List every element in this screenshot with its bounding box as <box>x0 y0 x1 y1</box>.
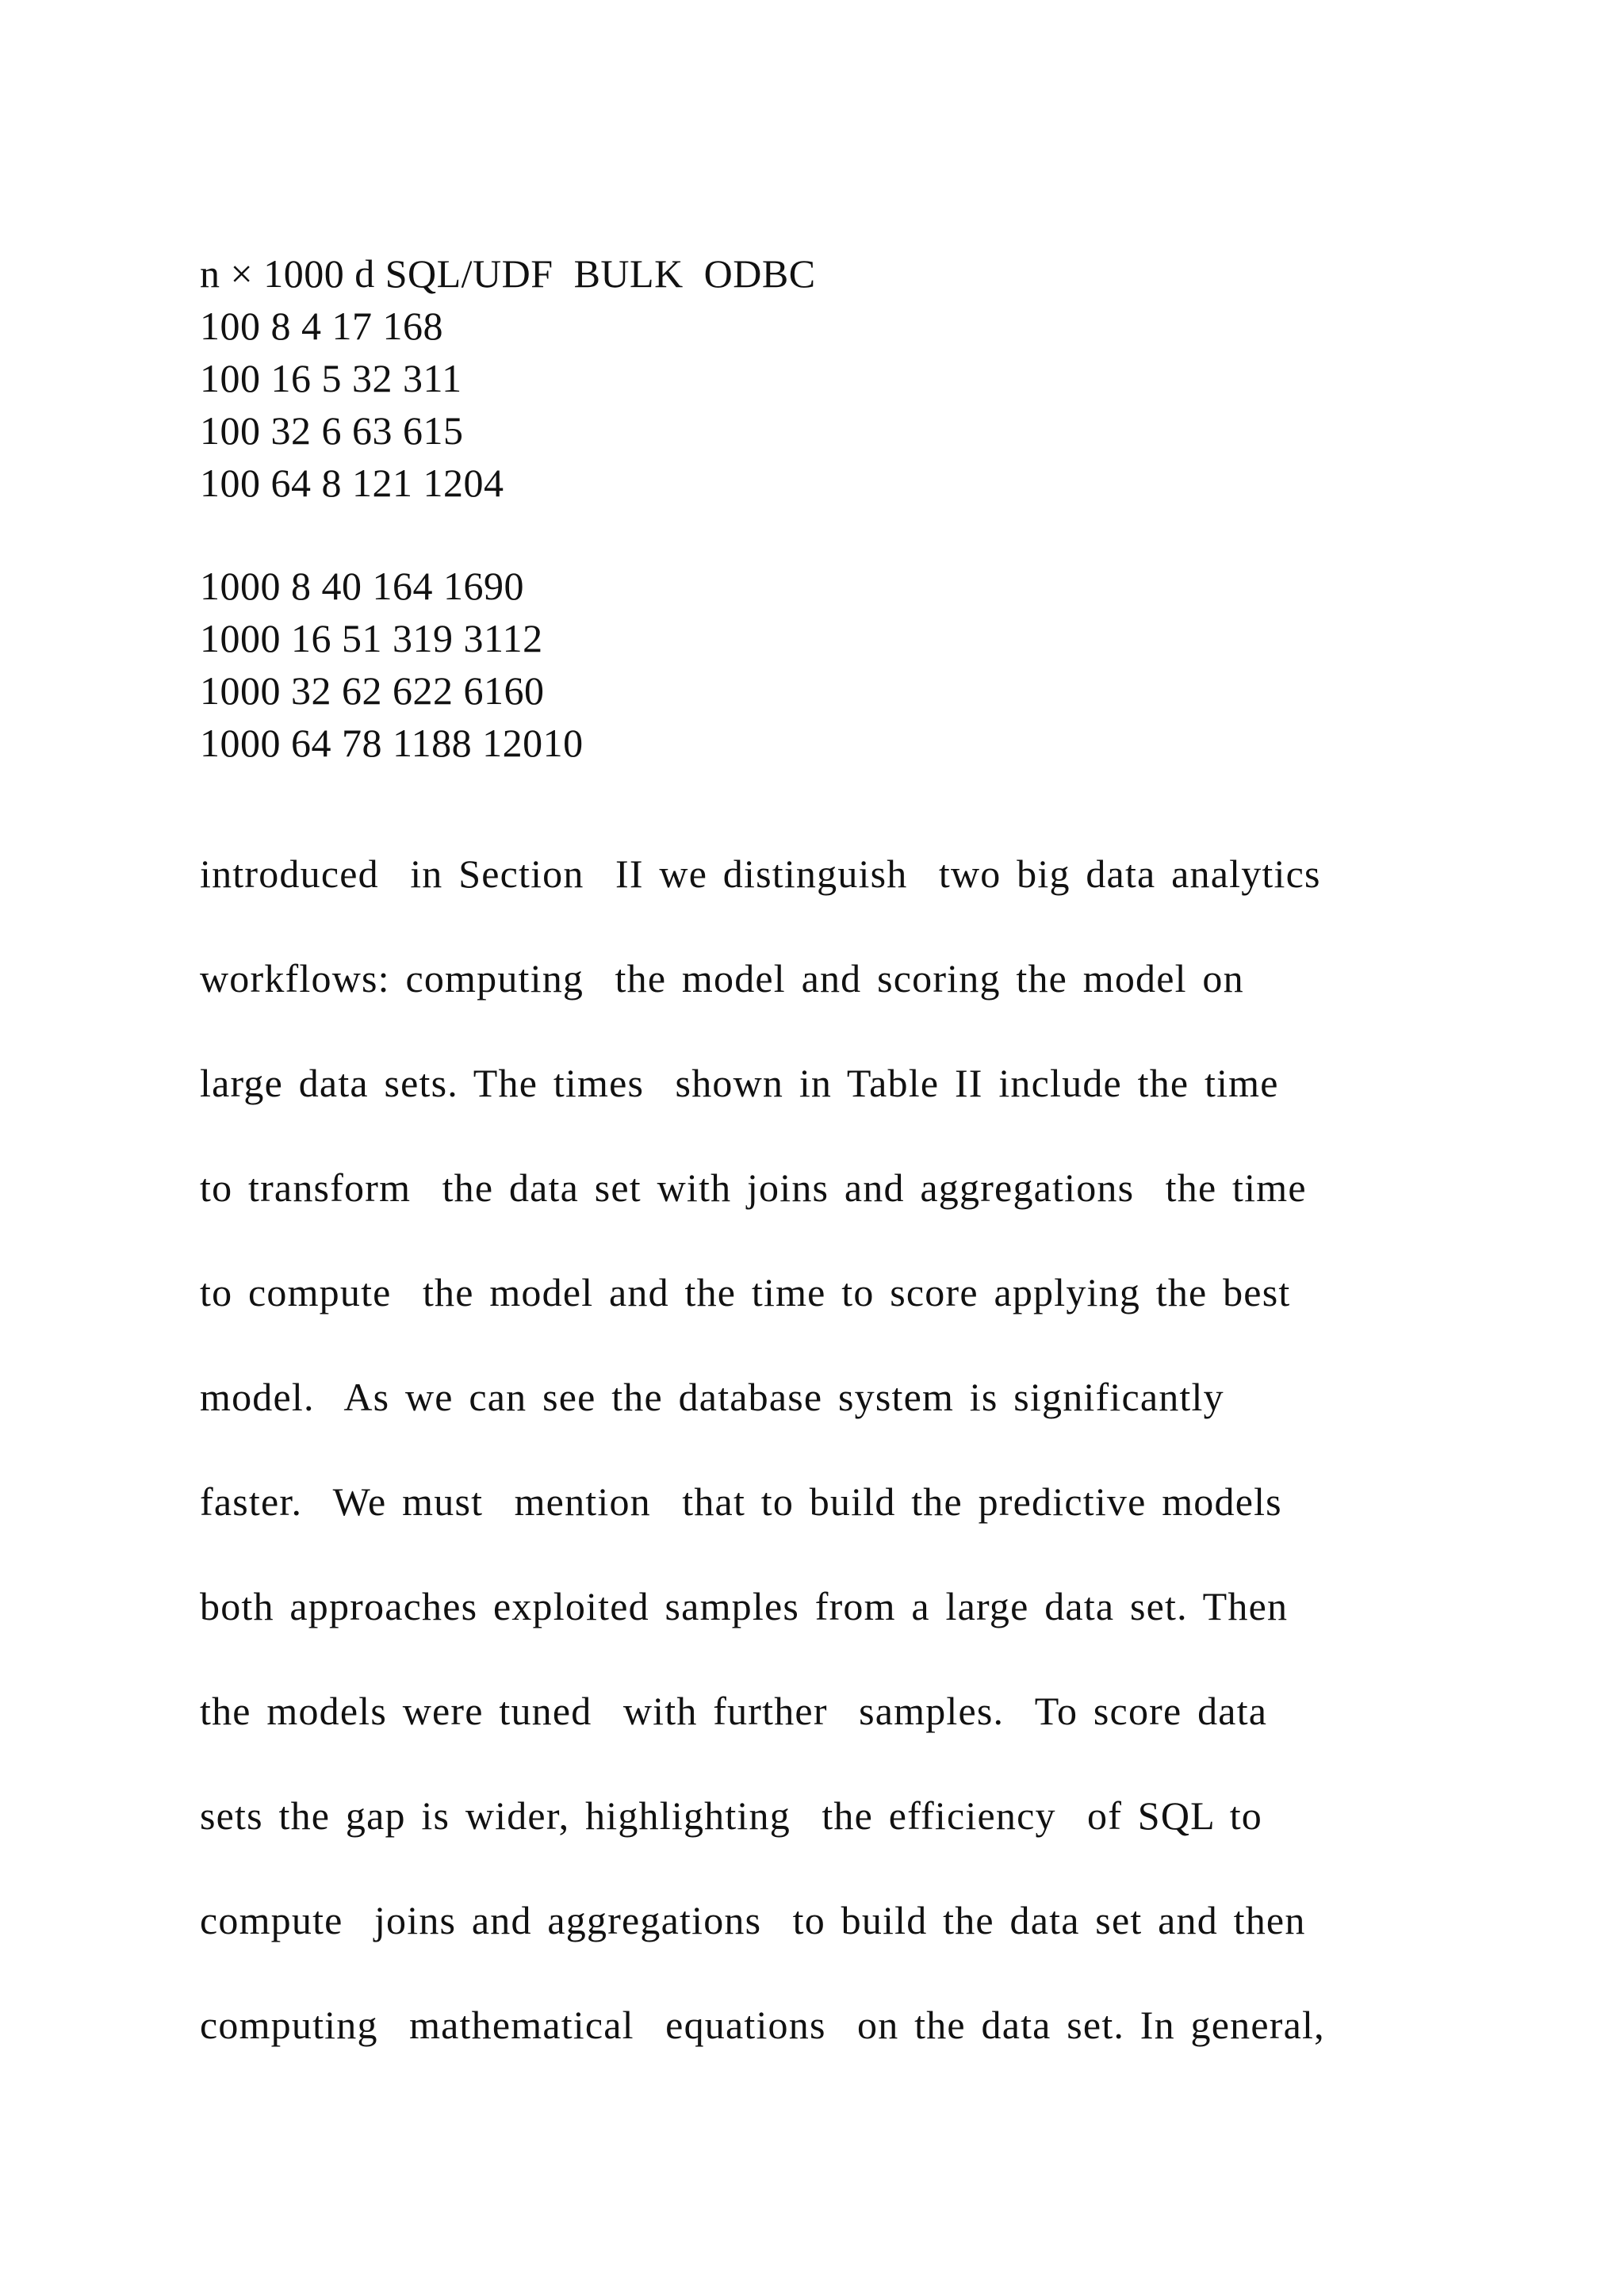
paragraph-line: compute joins and aggregations to build the data set and then <box>200 1898 1306 1942</box>
table-row: 100 16 5 32 311 <box>200 356 462 400</box>
paragraph-line: the models were tuned with further samples. To score data <box>200 1689 1268 1733</box>
paragraph-line: sets the gap is wider, highlighting the efficiency of SQL to <box>200 1793 1263 1838</box>
paragraph-line: both approaches exploited samples from a large data set. Then <box>200 1584 1289 1628</box>
results-table <box>200 247 1389 769</box>
table-row: 100 8 4 17 168 <box>200 304 443 348</box>
paragraph-line: to compute the model and the time to score applying the best <box>200 1270 1291 1314</box>
table-row: 1000 32 62 622 6160 <box>200 668 545 713</box>
table-row: 1000 8 40 164 1690 <box>200 564 524 608</box>
table-row: 100 64 8 121 1204 <box>200 461 504 505</box>
table-group-divider <box>200 509 1389 560</box>
table-row: 100 32 6 63 615 <box>200 408 464 453</box>
paragraph-line: large data sets. The times shown in Table II include the time <box>200 1061 1279 1105</box>
body-paragraph <box>200 821 1437 2077</box>
table-row: 1000 64 78 1188 12010 <box>200 721 584 765</box>
table-row: 1000 16 51 319 3112 <box>200 616 543 660</box>
paragraph-line: to transform the data set with joins and aggregations the time <box>200 1165 1307 1210</box>
paragraph-line: model. As we can see the database system is significantly <box>200 1375 1224 1419</box>
paragraph-line: introduced in Section II we distinguish two big data analytics <box>200 851 1321 896</box>
table-header: n × 1000 d SQL/UDF BULK ODBC <box>200 251 816 296</box>
paragraph-line: workflows: computing the model and scoring the model on <box>200 956 1244 1001</box>
paragraph-line: faster. We must mention that to build the predictive models <box>200 1479 1282 1524</box>
paragraph-line: computing mathematical equations on the data set. In general, <box>200 2003 1325 2047</box>
